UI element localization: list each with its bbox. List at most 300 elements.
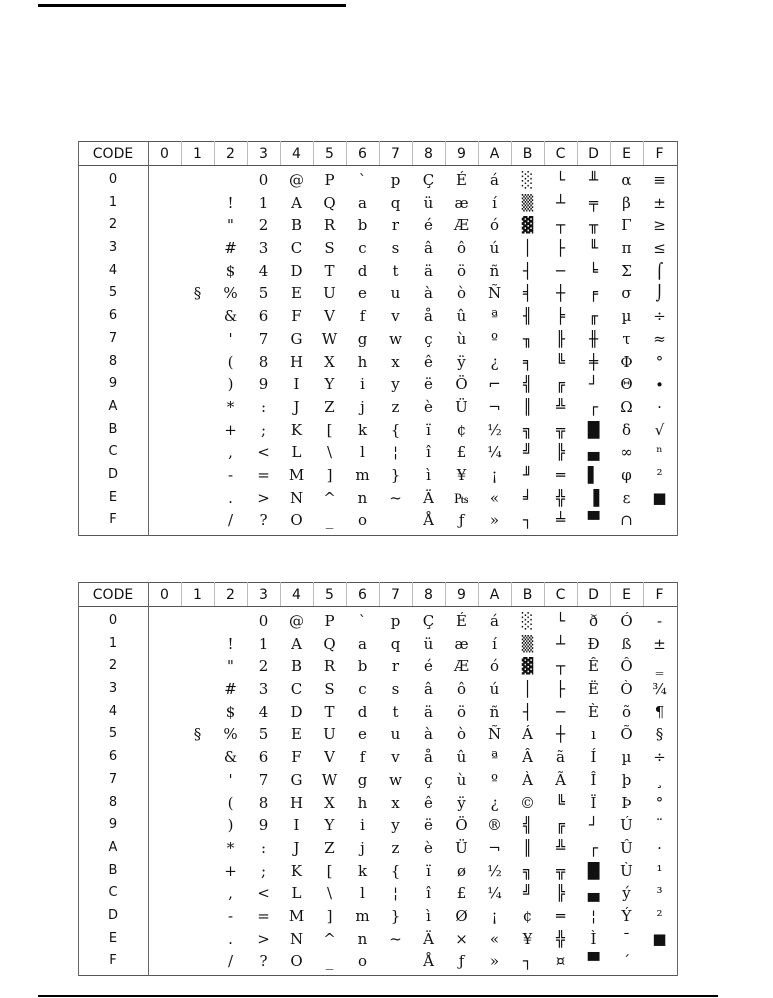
- char-cell: [181, 860, 214, 883]
- char-cell: ¿: [490, 352, 499, 371]
- char-cell: [148, 655, 181, 678]
- char-cell: [181, 214, 214, 237]
- char-cell: U: [323, 284, 336, 303]
- char-cell: à: [424, 725, 433, 744]
- char-cell: y: [391, 816, 400, 835]
- char-cell: ı: [591, 725, 596, 744]
- column-divider: [247, 582, 248, 606]
- char-cell: ⁿ: [656, 443, 663, 462]
- column-divider: [445, 582, 446, 606]
- char-cell: h: [357, 793, 368, 812]
- char-cell: Ì: [590, 929, 597, 948]
- char-cell: .: [228, 929, 233, 948]
- char-cell: ┤: [522, 702, 533, 721]
- char-cell: ê: [424, 352, 433, 371]
- char-cell: [181, 373, 214, 396]
- char-cell: Ï: [590, 793, 597, 812]
- char-cell: [148, 282, 181, 305]
- char-cell: ´: [622, 952, 631, 971]
- char-cell: ≈: [653, 329, 666, 348]
- table-top-border: [78, 582, 678, 583]
- bottom-rule: [38, 995, 718, 997]
- row-label: 5: [108, 285, 118, 301]
- row-label: A: [108, 398, 118, 414]
- char-cell: õ: [621, 702, 632, 721]
- table-row: [148, 509, 676, 532]
- table-row: [148, 678, 676, 701]
- char-cell: ⌠: [655, 261, 664, 280]
- char-cell: ╩: [555, 838, 566, 857]
- char-cell: Y: [324, 816, 335, 835]
- char-cell: /: [227, 952, 234, 971]
- char-cell: r: [391, 657, 400, 676]
- char-cell: P: [324, 171, 335, 189]
- char-cell: °: [655, 793, 664, 812]
- char-cell: v: [391, 748, 400, 767]
- column-divider: [478, 141, 479, 165]
- char-cell: ": [227, 216, 234, 235]
- char-cell: ┘: [588, 375, 599, 394]
- char-cell: [: [326, 861, 333, 880]
- char-cell: a: [358, 193, 367, 212]
- char-cell: \: [326, 443, 333, 462]
- char-cell: ▒: [521, 634, 534, 653]
- char-cell: ╚: [555, 352, 566, 371]
- table-row: [148, 701, 676, 724]
- char-cell: Z: [324, 397, 335, 416]
- char-cell: O: [290, 511, 303, 530]
- column-divider: [577, 141, 578, 165]
- table-row: [148, 633, 676, 656]
- char-cell: Æ: [453, 216, 469, 235]
- char-cell: d: [357, 261, 368, 280]
- row-label: 3: [108, 681, 118, 697]
- char-cell: ú: [489, 239, 500, 258]
- char-cell: c: [358, 680, 367, 699]
- row-label: 7: [108, 771, 118, 787]
- char-cell: φ: [621, 465, 632, 484]
- char-cell: k: [357, 861, 368, 880]
- char-cell: ┐: [522, 511, 533, 530]
- column-divider: [247, 141, 248, 165]
- character-grid: [148, 610, 676, 973]
- column-header: C: [555, 146, 566, 162]
- char-cell: }: [390, 906, 401, 925]
- char-cell: w: [389, 770, 402, 789]
- column-header: 3: [259, 146, 268, 162]
- char-cell: 8: [258, 352, 269, 371]
- char-cell: ╫: [588, 329, 599, 348]
- char-cell: ╙: [588, 239, 599, 258]
- char-cell: M: [288, 465, 305, 484]
- char-cell: g: [357, 770, 368, 789]
- char-cell: ╪: [588, 352, 599, 371]
- char-cell: Σ: [621, 261, 632, 280]
- char-cell: 3: [258, 239, 269, 258]
- column-header: C: [555, 587, 566, 603]
- column-divider: [280, 582, 281, 606]
- column-divider: [643, 582, 644, 606]
- char-cell: [148, 487, 181, 510]
- char-cell: ü: [423, 634, 434, 653]
- row-label: 0: [108, 172, 118, 187]
- char-cell: _: [325, 952, 334, 971]
- char-cell: Ô: [620, 657, 633, 676]
- char-cell: Θ: [620, 375, 633, 394]
- char-cell: └: [555, 171, 566, 189]
- char-cell: ': [228, 329, 233, 348]
- char-cell: m: [355, 465, 370, 484]
- char-cell: 7: [258, 770, 269, 789]
- char-cell: ╨: [588, 171, 599, 189]
- row-label: 5: [108, 726, 118, 742]
- char-cell: ┴: [555, 193, 566, 212]
- char-cell: Ñ: [487, 284, 502, 303]
- char-cell: [148, 509, 181, 532]
- char-cell: √: [654, 420, 665, 439]
- char-cell: X: [324, 793, 335, 812]
- char-cell: q: [390, 193, 401, 212]
- char-cell: ▓: [521, 657, 534, 676]
- char-cell: ø: [456, 861, 467, 880]
- row-label: 1: [108, 194, 118, 210]
- char-cell: È: [588, 702, 599, 721]
- table-row: [148, 792, 676, 815]
- char-cell: [148, 169, 181, 192]
- table-row: [148, 610, 676, 633]
- char-cell: É: [456, 612, 467, 630]
- table-row: [148, 746, 676, 769]
- char-cell: _: [325, 511, 334, 530]
- char-cell: z: [391, 838, 400, 857]
- char-cell: Í: [590, 748, 597, 767]
- char-cell: §: [655, 725, 664, 744]
- char-cell: À: [522, 770, 533, 789]
- char-cell: W: [321, 770, 338, 789]
- char-cell: Q: [323, 634, 336, 653]
- column-header: A: [489, 587, 500, 603]
- char-cell: æ: [454, 193, 469, 212]
- column-divider: [412, 141, 413, 165]
- char-cell: A: [291, 634, 302, 653]
- char-cell: L: [291, 884, 302, 903]
- column-header: 2: [226, 146, 235, 162]
- char-cell: ╞: [555, 307, 566, 326]
- char-cell: -: [656, 612, 663, 630]
- char-cell: █: [587, 861, 600, 880]
- char-cell: ╜: [522, 465, 533, 484]
- char-cell: M: [288, 906, 305, 925]
- char-cell: c: [358, 239, 367, 258]
- char-cell: [148, 792, 181, 815]
- row-label: 0: [108, 613, 118, 628]
- char-cell: ≥: [653, 216, 666, 235]
- char-cell: ê: [424, 793, 433, 812]
- char-cell: E: [291, 725, 302, 744]
- char-cell: R: [323, 657, 336, 676]
- char-cell: I: [293, 816, 300, 835]
- char-cell: n: [357, 929, 368, 948]
- char-cell: [148, 419, 181, 442]
- char-cell: í: [492, 634, 497, 653]
- char-cell: C: [290, 680, 303, 699]
- char-cell: h: [357, 352, 368, 371]
- char-cell: ~: [389, 929, 402, 948]
- row-label: 2: [108, 658, 118, 674]
- char-cell: [181, 396, 214, 419]
- char-cell: ┼: [555, 284, 566, 303]
- char-cell: Φ: [620, 352, 633, 371]
- char-cell: [148, 351, 181, 374]
- char-cell: ²: [656, 906, 663, 925]
- char-cell: .: [228, 488, 233, 507]
- row-label: 3: [108, 240, 118, 256]
- char-cell: Ñ: [487, 725, 502, 744]
- char-cell: ╖: [522, 329, 533, 348]
- column-header: 7: [391, 146, 400, 162]
- column-header: 4: [292, 587, 301, 603]
- char-cell: ±: [653, 634, 666, 653]
- row-label: C: [108, 444, 118, 460]
- char-cell: ╗: [522, 861, 533, 880]
- char-cell: ë: [424, 816, 433, 835]
- char-cell: ╕: [522, 352, 533, 371]
- column-divider: [511, 141, 512, 165]
- table-row: [148, 655, 676, 678]
- column-header: 9: [457, 587, 466, 603]
- char-cell: W: [321, 329, 338, 348]
- char-cell: [181, 950, 214, 973]
- char-cell: Ã: [555, 770, 566, 789]
- column-header: 4: [292, 146, 301, 162]
- char-cell: ⌐: [488, 375, 501, 394]
- char-cell: σ: [621, 284, 632, 303]
- column-header: 1: [193, 587, 202, 603]
- char-cell: ═: [555, 465, 566, 484]
- char-cell: Ë: [588, 680, 599, 699]
- table-right-border: [677, 582, 678, 976]
- table-row: [148, 305, 676, 328]
- char-cell: ç: [424, 329, 433, 348]
- char-cell: [181, 419, 214, 442]
- char-cell: á: [490, 612, 499, 630]
- char-cell: í: [492, 193, 497, 212]
- char-cell: º: [490, 770, 499, 789]
- char-cell: J: [293, 838, 300, 857]
- char-cell: -: [227, 465, 234, 484]
- char-cell: j: [360, 397, 365, 416]
- row-label: 6: [108, 749, 118, 765]
- char-cell: ┼: [555, 725, 566, 744]
- char-cell: [181, 441, 214, 464]
- char-cell: 6: [258, 307, 269, 326]
- char-cell: *: [226, 838, 235, 857]
- char-cell: 9: [258, 375, 269, 394]
- char-cell: ¦: [590, 906, 597, 925]
- char-cell: B: [290, 216, 303, 235]
- char-cell: \: [326, 884, 333, 903]
- table-right-border: [677, 141, 678, 536]
- table-row: [148, 723, 676, 746]
- char-cell: [181, 928, 214, 951]
- char-cell: ã: [556, 748, 565, 767]
- char-cell: E: [291, 284, 302, 303]
- char-cell: ñ: [489, 702, 500, 721]
- row-label: 6: [108, 308, 118, 324]
- char-cell: ó: [489, 216, 500, 235]
- char-cell: Õ: [620, 725, 633, 744]
- char-cell: `: [358, 612, 367, 630]
- char-cell: Â: [522, 748, 533, 767]
- char-cell: ■: [652, 929, 667, 948]
- column-header: E: [622, 587, 631, 603]
- char-cell: ¸: [655, 770, 664, 789]
- char-cell: z: [391, 397, 400, 416]
- column-header: 0: [160, 146, 169, 162]
- char-cell: [181, 655, 214, 678]
- row-label: F: [109, 953, 117, 969]
- char-cell: Á: [522, 725, 533, 744]
- char-cell: Ê: [588, 657, 599, 676]
- char-cell: ÿ: [457, 793, 466, 812]
- char-cell: â: [424, 680, 433, 699]
- char-cell: 9: [258, 816, 269, 835]
- row-label: D: [107, 466, 118, 482]
- top-rule: [38, 4, 346, 7]
- char-cell: ÷: [653, 748, 666, 767]
- char-cell: 2: [258, 657, 269, 676]
- char-cell: [181, 814, 214, 837]
- char-cell: @: [289, 612, 304, 630]
- char-cell: ⌡: [655, 284, 664, 303]
- char-cell: ¥: [456, 465, 467, 484]
- char-cell: U: [323, 725, 336, 744]
- table-row: [148, 905, 676, 928]
- char-cell: ┤: [522, 261, 533, 280]
- char-cell: 3: [258, 680, 269, 699]
- char-cell: ║: [522, 838, 533, 857]
- char-cell: ¼: [487, 884, 502, 903]
- char-cell: Γ: [621, 216, 632, 235]
- char-cell: ): [227, 816, 234, 835]
- column-divider: [346, 141, 347, 165]
- char-cell: F: [291, 748, 302, 767]
- table-row: [148, 769, 676, 792]
- char-cell: [181, 837, 214, 860]
- char-cell: N: [289, 929, 304, 948]
- column-divider: [181, 582, 182, 606]
- char-cell: ▄: [587, 443, 600, 462]
- char-cell: ¤: [555, 952, 566, 971]
- char-cell: ä: [424, 702, 433, 721]
- char-cell: ├: [555, 680, 566, 699]
- char-cell: Y: [324, 375, 335, 394]
- char-cell: w: [389, 329, 402, 348]
- char-cell: ï: [426, 861, 431, 880]
- row-label: 1: [108, 635, 118, 651]
- char-cell: £: [456, 443, 467, 462]
- char-cell: [148, 260, 181, 283]
- char-cell: (: [227, 352, 234, 371]
- column-divider: [610, 141, 611, 165]
- char-cell: ▐: [587, 488, 600, 507]
- char-cell: f: [359, 307, 366, 326]
- table-row: [148, 214, 676, 237]
- char-cell: m: [355, 906, 370, 925]
- char-cell: ═: [555, 906, 566, 925]
- column-header: 6: [358, 146, 367, 162]
- char-cell: [148, 928, 181, 951]
- char-cell: é: [424, 216, 433, 235]
- char-cell: [148, 746, 181, 769]
- char-cell: r: [391, 216, 400, 235]
- table-row: [148, 328, 676, 351]
- char-cell: ì: [426, 465, 431, 484]
- char-cell: Ä: [423, 488, 434, 507]
- char-cell: 4: [258, 261, 269, 280]
- char-cell: ╢: [522, 307, 533, 326]
- char-cell: Ø: [455, 906, 468, 925]
- char-cell: ×: [455, 929, 468, 948]
- char-cell: ,: [228, 443, 233, 462]
- char-cell: ½: [487, 420, 502, 439]
- row-label: 4: [108, 703, 118, 719]
- char-cell: ╝: [522, 884, 533, 903]
- char-cell: a: [358, 634, 367, 653]
- char-cell: £: [456, 884, 467, 903]
- table-bottom-border: [78, 975, 678, 976]
- char-cell: ╬: [555, 929, 566, 948]
- char-cell: B: [290, 657, 303, 676]
- char-cell: [148, 237, 181, 260]
- char-cell: ┬: [555, 657, 566, 676]
- char-cell: ¡: [491, 906, 498, 925]
- char-cell: ╔: [555, 816, 566, 835]
- char-cell: ╘: [588, 261, 599, 280]
- char-cell: S: [324, 239, 335, 258]
- table-row: [148, 860, 676, 883]
- char-cell: à: [424, 284, 433, 303]
- char-cell: »: [489, 952, 500, 971]
- table-row: [148, 260, 676, 283]
- char-cell: ▀: [587, 511, 600, 530]
- char-cell: ┴: [555, 634, 566, 653]
- char-cell: ¶: [654, 702, 665, 721]
- char-cell: l: [360, 443, 365, 462]
- char-cell: -: [227, 906, 234, 925]
- char-cell: │: [522, 680, 533, 699]
- char-cell: Ü: [455, 838, 468, 857]
- row-label: 9: [108, 376, 118, 392]
- char-cell: 0: [258, 171, 269, 189]
- column-divider: [181, 141, 182, 165]
- char-cell: â: [424, 239, 433, 258]
- char-cell: t: [392, 261, 399, 280]
- char-cell: [181, 678, 214, 701]
- char-cell: «: [489, 929, 500, 948]
- char-cell: [181, 633, 214, 656]
- table-row: [148, 373, 676, 396]
- char-cell: ║: [522, 397, 533, 416]
- char-cell: V: [324, 748, 335, 767]
- char-cell: »: [489, 511, 500, 530]
- char-cell: =: [257, 906, 270, 925]
- char-cell: ¹: [656, 861, 663, 880]
- char-cell: {: [390, 420, 401, 439]
- char-cell: ╠: [555, 884, 566, 903]
- column-header: F: [655, 587, 664, 603]
- char-cell: [181, 792, 214, 815]
